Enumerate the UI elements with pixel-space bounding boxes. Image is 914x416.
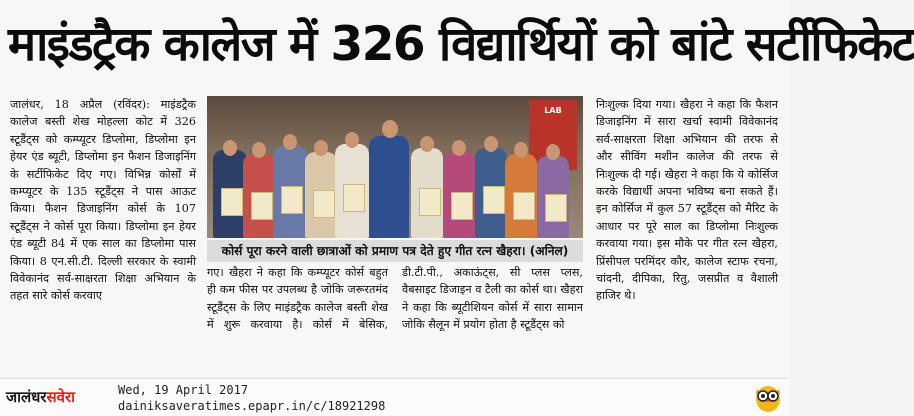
headline: माइंडट्रैक कालेज में 326 विद्यार्थियों को बांटे सर्टीफिकेट xyxy=(8,17,914,72)
lab-banner-text: LAB xyxy=(544,106,562,115)
footer xyxy=(0,378,789,416)
column-1-text: जालंधर, 18 अप्रैल (रविंदर): माइंडट्रैक कालेज बस्ती शेख मोहल्ला कोट में 326 स्टूडैंट्स को कम्प्यूटर डिप्लोमा, डिप्लोमा इन हेयर एंड ब्यूटी, डिप्लोमा इन फैशन डिजाइनिंग के सर्टीफिकेट दिए गए। विभिन्न कोर्सों में कम्प्यूटर के 135 स्टूडैंट्स ने पास आऊट किया। फैशन डिजाइनिंग कोर्स के 107 स्टूडैंट्स ने कोर्स पूरा किया। डिप्लोमा इन हेयर एंड ब्यूटी 84 में एक साल का डिप्लोमा पास किया। 8 एन.सी.टी. दिल्ली सरकार के स्वामी विवेकानंद सर्व-साक्षरता शिक्षा अभियान के तहत सारे कोर्स करवाए xyxy=(10,98,196,303)
edition-date: Wed, 19 April 2017 xyxy=(118,383,249,397)
column-3-text: निःशुल्क दिया गया। खैहरा ने कहा कि फैशन डिजाइनिंग में सारा खर्चा स्वामी विवेकानंद सर्व-साक्षरता शिक्षा अभियान की तरफ से और सीविंग मशीन कालेज की तरफ से निःशुल्क दी गई। खैहरा ने कहा कि ये कोर्सिज करके विद्यार्थी अपना भविष्य बना सकते हैं। इन कोर्सिज में कुल 57 स्टूडैंट्स को मैरिट के आधार पर पूरे साल का डिप्लोमा निःशुल्क करवाया गया। इस मौके पर गीत रत्न खैहरा, प्रिंसीपल परमिंदर कौर, कालेज स्टाफ रचना, चांदनी, दीपिका, रितु, जसप्रीत व वैशाली हाजिर थे। xyxy=(596,98,778,303)
photo-caption: कोर्स पूरा करने वाली छात्राओं को प्रमाण पत्र देते हुए गीत रत्न खैहरा। (अनिल) xyxy=(207,240,583,262)
article-column-3 xyxy=(596,96,778,305)
article-photo xyxy=(207,96,583,238)
article-column-1 xyxy=(10,96,196,305)
owl-icon[interactable] xyxy=(752,381,784,413)
logo-part-1: जालंधर xyxy=(6,388,47,406)
logo-part-2: सवेरा xyxy=(46,388,76,406)
article-column-2 xyxy=(207,264,583,334)
column-2-text: गए। खैहरा ने कहा कि कम्प्यूटर कोर्स बहुत ही कम फीस पर उपलब्ध है जोकि जरूरतमंद स्टूडैंट्स के लिए माइंडट्रैक कालेज बस्ती शेख में शुरू करवाया है। कोर्स में बेसिक, डी.टी.पी., अकाऊंट्स, सी प्लस प्लस, वैबसाइट डिजाइन व टैली का कोर्स था। खैहरा ने कहा कि ब्यूटीशियन कोर्स में सारा सामान जोकि सैलून में प्रयोग होता है स्टूडैंट्स को xyxy=(207,266,583,332)
clip-url[interactable]: dainiksaveratimes.epapr.in/c/18921298 xyxy=(118,399,386,413)
newspaper-logo[interactable] xyxy=(6,385,102,409)
